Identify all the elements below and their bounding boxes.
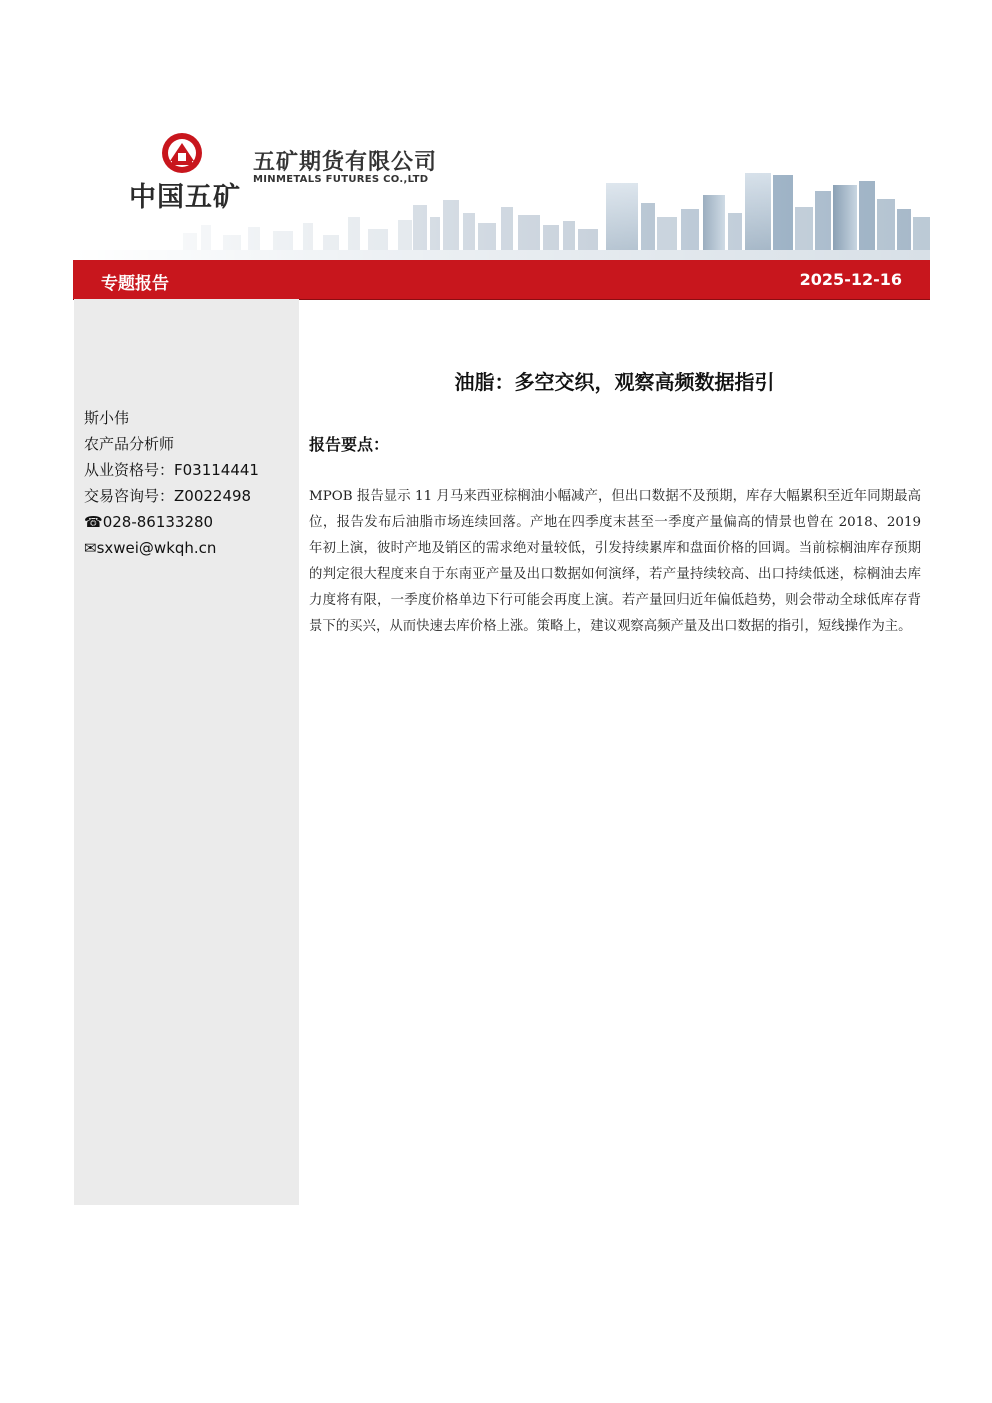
report-date: 2025-12-16 <box>799 270 902 289</box>
author-consult-number: 交易咨询号：Z0022498 <box>84 487 252 505</box>
author-email[interactable] <box>84 535 259 561</box>
report-title: 油脂：多空交织，观察高频数据指引 <box>454 370 775 394</box>
author-info <box>84 405 259 561</box>
envelope-icon: ✉ <box>84 539 97 557</box>
report-header <box>73 95 930 260</box>
author-name: 斯小伟 <box>84 409 130 427</box>
key-points-heading: 报告要点： <box>309 435 390 454</box>
logo-text: 中国五矿 <box>129 182 241 213</box>
author-role: 农产品分析师 <box>84 435 175 453</box>
company-name-en: MINMETALS FUTURES CO.,LTD <box>253 174 429 185</box>
author-sidebar <box>74 299 299 1205</box>
minmetals-seal-logo <box>158 131 206 175</box>
email-address[interactable]: sxwei@wkqh.cn <box>96 539 217 557</box>
phone-icon: ☎ <box>84 513 103 531</box>
author-qualification: 从业资格号：F03114441 <box>84 461 259 479</box>
author-phone <box>84 509 259 535</box>
summary-paragraph: MPOB 报告显示 11 月马来西亚棕榈油小幅减产，但出口数据不及预期，库存大幅累积至近年同期最高位，报告发布后油脂市场连续回落。产地在四季度末甚至一季度产量偏高的情景也曾在 2018、2019 年初上演，彼时产地及销区的需求绝对量较低，引发持续累库和盘面价格的回调。当前棕榈油库存预期的判定很大程度来自于东南亚产量及出口数据如何演绎，若产量持续较高、出口持续低迷，棕榈油去库力度将有限，一季度价格单边下行可能会再度上演。若产量回归近年偏低趋势，则会带动全球低库存背景下的买兴，从而快速去库价格上涨。策略上，建议观察高频产量及出口数据的指引，短线操作为主。 <box>309 489 921 634</box>
report-banner <box>73 260 930 300</box>
report-type-label: 专题报告 <box>101 274 169 294</box>
phone-number: 028-86133280 <box>102 513 214 531</box>
company-name-cn: 五矿期货有限公司 <box>253 150 438 175</box>
